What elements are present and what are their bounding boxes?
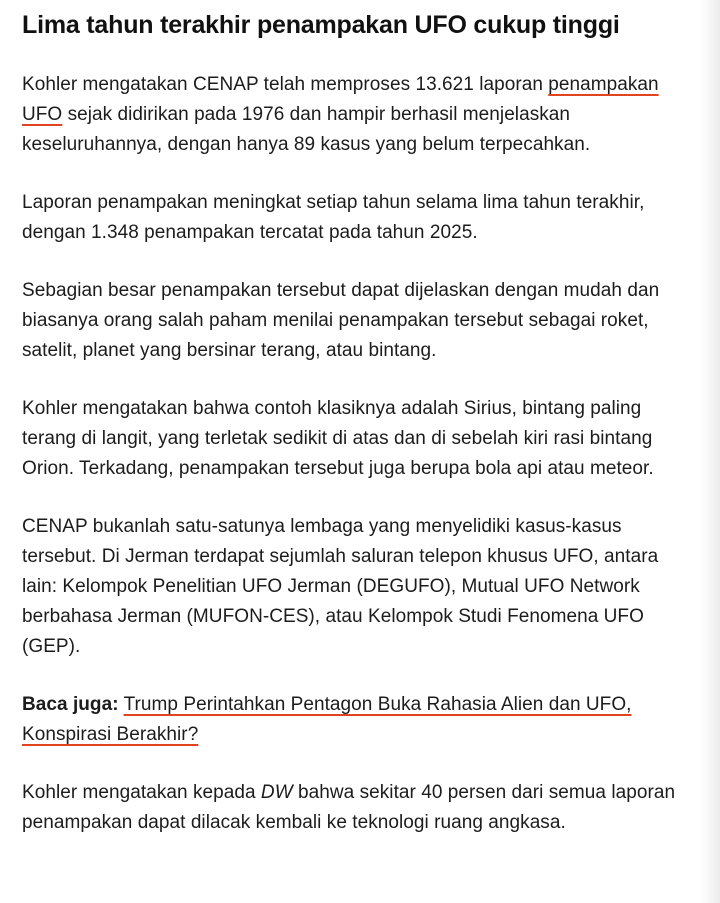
dw-emphasis: DW xyxy=(260,782,293,803)
article-body xyxy=(22,0,694,838)
paragraph-text: Kohler mengatakan CENAP telah memproses 13.621 laporan xyxy=(22,74,549,95)
paragraph-sirius-example: Kohler mengatakan bahwa contoh klasiknya adalah Sirius, bintang paling terang di langit, yang terletak sedikit di atas dan di sebelah kiri rasi bintang Orion. Terkadang, penampakan tersebut juga berupa bola api atau meteor. xyxy=(22,398,654,479)
paragraph-explanations: Sebagian besar penampakan tersebut dapat dijelaskan dengan mudah dan biasanya orang salah paham menilai penampakan tersebut sebagai roket, satelit, planet yang bersinar terang, atau bintang. xyxy=(22,280,660,361)
paragraph-text: bahwa sekitar 40 persen dari semua laporan penampakan dapat dilacak kembali ke teknologi ruang angkasa. xyxy=(22,782,676,833)
read-also xyxy=(22,690,694,750)
paragraph-annual-increase: Laporan penampakan meningkat setiap tahun selama lima tahun terakhir, dengan 1.348 penampakan tercatat pada tahun 2025. xyxy=(22,192,645,243)
section-heading: Lima tahun terakhir penampakan UFO cukup tinggi xyxy=(22,11,620,39)
paragraph-space-technology xyxy=(22,778,694,838)
paragraph-cenap-reports xyxy=(22,70,694,160)
read-also-link[interactable]: Trump Perintahkan Pentagon Buka Rahasia Alien dan UFO, Konspirasi Berakhir? xyxy=(22,694,632,745)
paragraph-text: Kohler mengatakan kepada xyxy=(22,782,261,803)
ufo-sighting-link[interactable]: penampakan UFO xyxy=(22,74,659,125)
scroll-edge-shade xyxy=(700,0,720,903)
paragraph-text: sejak didirikan pada 1976 dan hampir berhasil menjelaskan keseluruhannya, dengan hanya 89 kasus yang belum terpecahkan. xyxy=(22,104,591,155)
read-also-label: Baca juga: xyxy=(22,694,119,715)
paragraph-german-hotlines: CENAP bukanlah satu-satunya lembaga yang menyelidiki kasus-kasus tersebut. Di Jerman terdapat sejumlah saluran telepon khusus UFO, antara lain: Kelompok Penelitian UFO Jerman (DEGUFO), Mutual UFO Network berbahasa Jerman (MUFON-CES), atau Kelompok Studi Fenomena UFO (GEP). xyxy=(22,516,659,657)
